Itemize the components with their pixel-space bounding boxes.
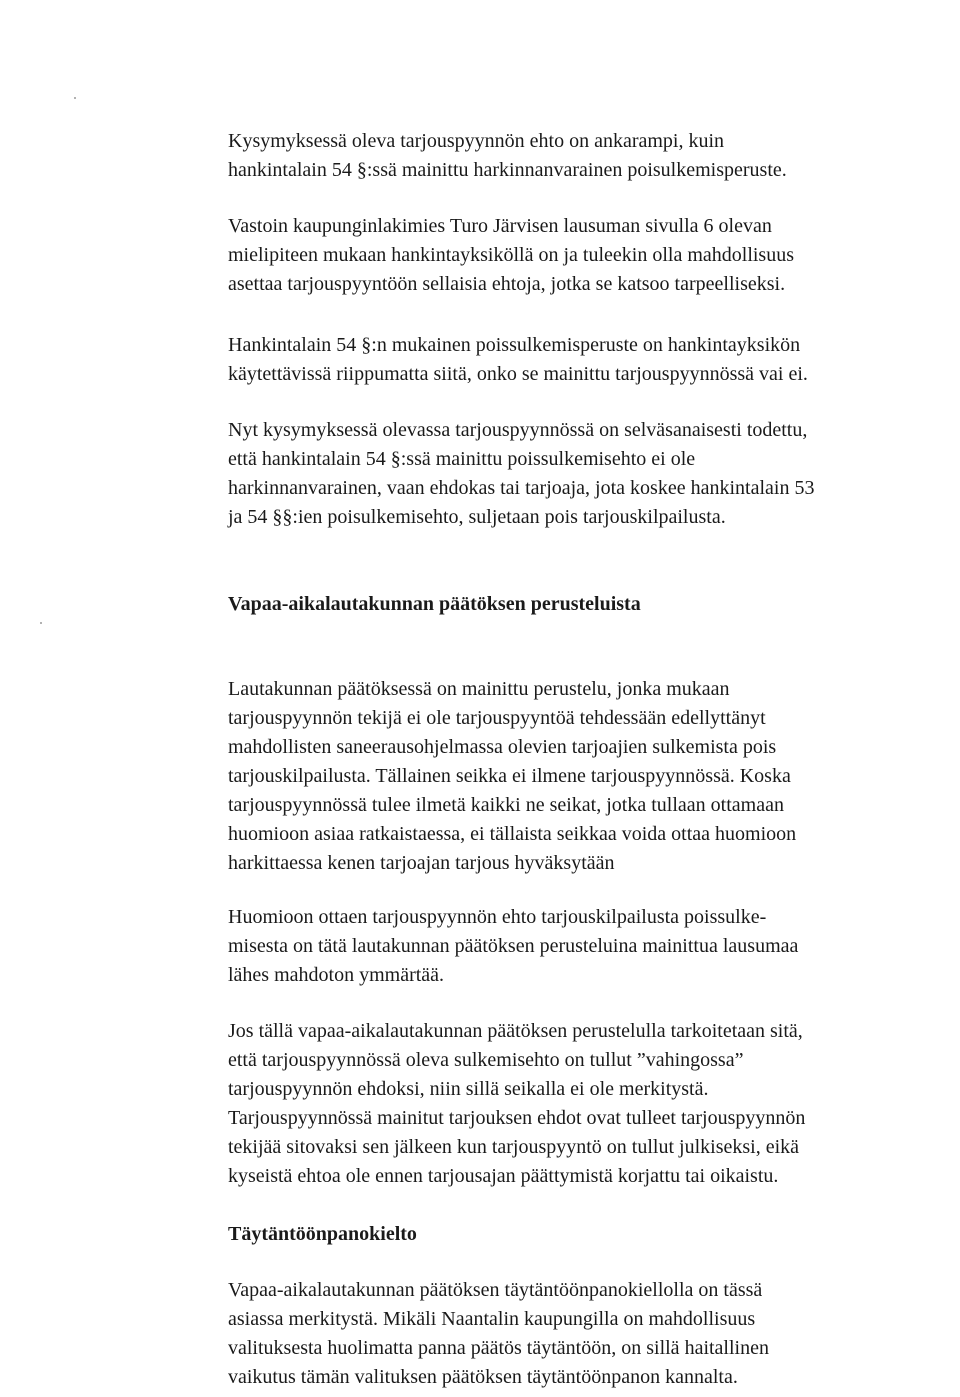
text-line: Hankintalain 54 §:n mukainen poissulkemisperuste on hankintayksikön xyxy=(228,334,801,356)
text-line: misesta on tätä lautakunnan päätöksen perusteluina mainittua lausumaa xyxy=(228,935,799,957)
section-heading-taytantoonpanokielto: Täytäntöönpanokielto xyxy=(228,1223,417,1245)
paragraph-7 xyxy=(228,1017,956,1191)
text-line: hankintalain 54 §:ssä mainittu harkinnanvarainen poisulkemisperuste. xyxy=(228,159,787,181)
text-line: Kysymyksessä oleva tarjouspyynnön ehto on ankarampi, kuin xyxy=(228,130,725,152)
paragraph-8 xyxy=(228,1276,956,1392)
paragraph-4 xyxy=(228,416,956,532)
text-line: mielipiteen mukaan hankintayksiköllä on ja tuleekin olla mahdollisuus xyxy=(228,244,794,266)
paragraph-6 xyxy=(228,903,956,990)
text-line: harkittaessa kenen tarjoajan tarjous hyväksytään xyxy=(228,852,615,874)
text-line: vaikutus tämän valituksen päätöksen täytäntöönpanon kannalta. xyxy=(228,1366,738,1388)
text-line: ja 54 §§:ien poisulkemisehto, suljetaan pois tarjouskilpailusta. xyxy=(228,506,726,528)
text-line: Jos tällä vapaa-aikalautakunnan päätöksen perustelulla tarkoitetaan sitä, xyxy=(228,1020,803,1042)
text-line: Nyt kysymyksessä olevassa tarjouspyynnössä on selväsanaisesti todettu, xyxy=(228,419,808,441)
text-line: käytettävissä riippumatta siitä, onko se mainittu tarjouspyynnössä vai ei. xyxy=(228,363,808,385)
text-line: valituksesta huolimatta panna päätös täytäntöön, on sillä haitallinen xyxy=(228,1337,769,1359)
paragraph-1 xyxy=(228,127,956,185)
text-line: tarjouspyynnön ehdoksi, niin sillä seikalla ei ole merkitystä. xyxy=(228,1078,709,1100)
text-line: että tarjouspyynnössä oleva sulkemisehto on tullut ”vahingossa” xyxy=(228,1049,744,1071)
text-line: huomioon asiaa ratkaistaessa, ei tällaista seikkaa voida ottaa huomioon xyxy=(228,823,797,845)
text-line: kyseistä ehtoa ole ennen tarjousajan päättymistä korjattu tai oikaistu. xyxy=(228,1165,779,1187)
text-line: tarjouspyynnön tekijä ei ole tarjouspyyntöä tehdessään edellyttänyt xyxy=(228,707,766,729)
text-line: tarjouskilpailusta. Tällainen seikka ei ilmene tarjouspyynnössä. Koska xyxy=(228,765,791,787)
text-line: asettaa tarjouspyyntöön sellaisia ehtoja, jotka se katsoo tarpeelliseksi. xyxy=(228,273,786,295)
text-line: tekijää sitovaksi sen jälkeen kun tarjouspyyntö on tullut julkiseksi, eikä xyxy=(228,1136,800,1158)
text-line: Huomioon ottaen tarjouspyynnön ehto tarjouskilpailusta poissulke- xyxy=(228,906,767,928)
text-line: asiassa merkitystä. Mikäli Naantalin kaupungilla on mahdollisuus xyxy=(228,1308,756,1330)
text-line: harkinnanvarainen, vaan ehdokas tai tarjoaja, jota koskee hankintalain 53 xyxy=(228,477,815,499)
text-line: Vastoin kaupunginlakimies Turo Järvisen lausuman sivulla 6 olevan xyxy=(228,215,772,237)
text-line: Lautakunnan päätöksessä on mainittu perustelu, jonka mukaan xyxy=(228,678,730,700)
text-line: Tarjouspyynnössä mainitut tarjouksen ehdot ovat tulleet tarjouspyynnön xyxy=(228,1107,806,1129)
text-line: että hankintalain 54 §:ssä mainittu poissulkemisehto ei ole xyxy=(228,448,696,470)
section-heading-perustelut: Vapaa-aikalautakunnan päätöksen perusteluista xyxy=(228,593,641,615)
paragraph-3 xyxy=(228,331,956,389)
paragraph-2 xyxy=(228,212,956,299)
text-line: lähes mahdoton ymmärtää. xyxy=(228,964,445,986)
scan-speck xyxy=(40,622,42,624)
paragraph-5 xyxy=(228,675,956,878)
text-line: mahdollisten saneerausohjelmassa olevien tarjoajien sulkemista pois xyxy=(228,736,777,758)
scan-speck xyxy=(74,97,76,99)
text-line: Vapaa-aikalautakunnan päätöksen täytäntöönpanokiellolla on tässä xyxy=(228,1279,763,1301)
text-line: tarjouspyynnössä tulee ilmetä kaikki ne seikat, jotka tullaan ottamaan xyxy=(228,794,784,816)
